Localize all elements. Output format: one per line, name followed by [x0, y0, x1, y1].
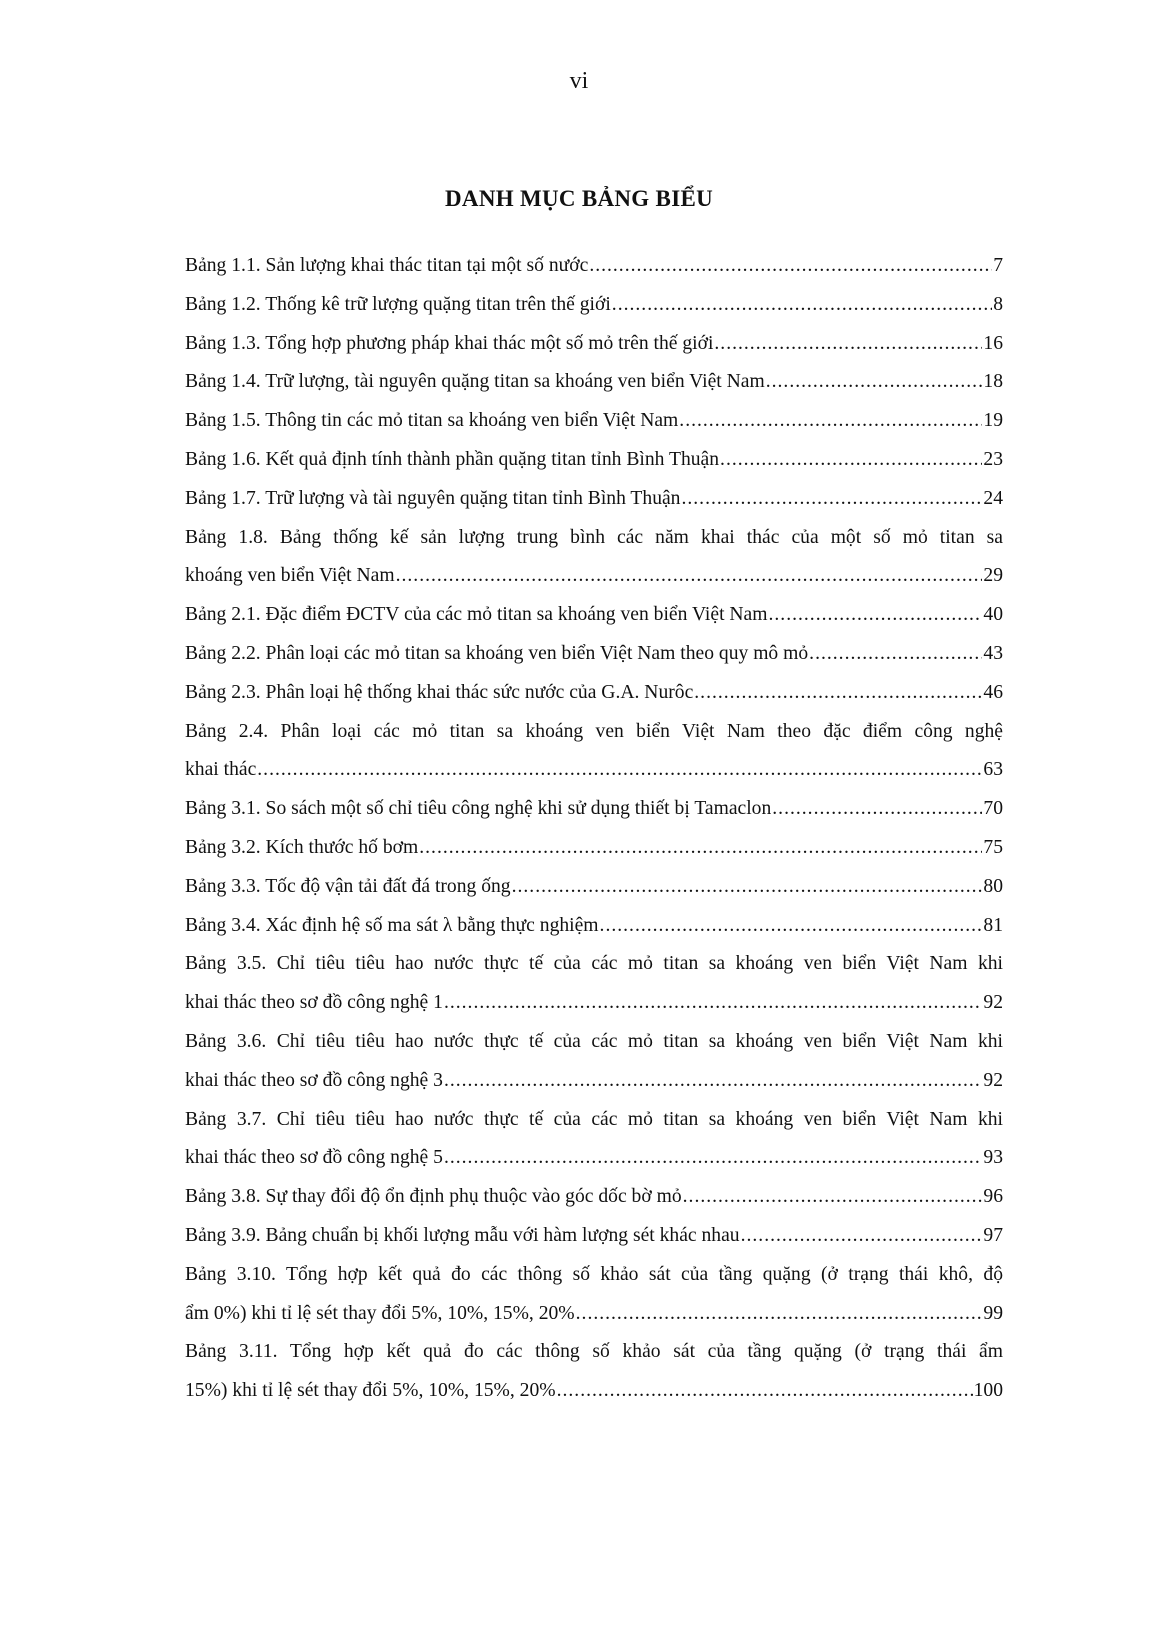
toc-entry[interactable] — [185, 247, 1003, 286]
toc-entry-text: khai thác theo sơ đồ công nghệ 3 — [185, 1069, 443, 1091]
toc-page-number: 99 — [983, 1302, 1003, 1324]
toc-entry[interactable] — [185, 829, 1003, 868]
toc-entry-text: Bảng 2.3. Phân loại hệ thống khai thác sức nước của G.A. Nurôc — [185, 681, 694, 703]
toc-entry-text: Bảng 1.4. Trữ lượng, tài nguyên quặng titan sa khoáng ven biển Việt Nam — [185, 371, 765, 393]
dot-leader — [720, 441, 982, 480]
toc-page-number: 24 — [983, 487, 1003, 509]
toc-entry[interactable] — [185, 907, 1003, 946]
dot-leader — [741, 1217, 983, 1256]
toc-entry-text: Bảng 2.2. Phân loại các mỏ titan sa khoáng ven biển Việt Nam theo quy mô mỏ — [185, 642, 809, 664]
toc-page-number: 92 — [983, 1069, 1003, 1091]
toc-entry-text: Bảng 3.11. Tổng hợp kết quả đo các thông số khảo sát của tầng quặng (ở trạng thái ẩm — [185, 1341, 1003, 1363]
toc-entry-text: 15%) khi tỉ lệ sét thay đổi 5%, 10%, 15%, 20% — [185, 1380, 556, 1402]
dot-leader — [769, 596, 983, 635]
dot-leader — [714, 325, 982, 364]
toc-entry-text: Bảng 3.3. Tốc độ vận tải đất đá trong ống — [185, 875, 511, 897]
toc-entry-text: Bảng 1.1. Sản lượng khai thác titan tại một số nước — [185, 255, 589, 276]
toc-entry-text: Bảng 3.4. Xác định hệ số ma sát λ bằng thực nghiệm — [185, 914, 599, 936]
toc-entry-text: Bảng 3.10. Tổng hợp kết quả đo các thông số khảo sát của tầng quặng (ở trạng thái khô, độ — [185, 1263, 1003, 1285]
dot-leader — [444, 1062, 982, 1101]
toc-entry[interactable] — [185, 713, 1003, 791]
page-number: vi — [569, 68, 589, 94]
dot-leader — [809, 635, 982, 674]
dot-leader — [257, 751, 982, 790]
toc-entry[interactable] — [185, 480, 1003, 519]
toc-page-number: 29 — [983, 565, 1003, 587]
toc-entry-text: ẩm 0%) khi tỉ lệ sét thay đổi 5%, 10%, 15%, 20% — [185, 1302, 575, 1324]
toc-entry-text: Bảng 3.5. Chỉ tiêu tiêu hao nước thực tế của các mỏ titan sa khoáng ven biển Việt Nam khi — [185, 953, 1003, 975]
toc-entry-text: Bảng 1.8. Bảng thống kế sản lượng trung bình các năm khai thác của một số mỏ titan sa — [185, 526, 1003, 548]
toc-page-number: 93 — [983, 1147, 1003, 1169]
toc-entry[interactable] — [185, 441, 1003, 480]
toc-page-number: 92 — [983, 992, 1003, 1014]
toc-entry[interactable] — [185, 868, 1003, 907]
toc-entry-text: Bảng 2.4. Phân loại các mỏ titan sa khoáng ven biển Việt Nam theo đặc điểm công nghệ — [185, 720, 1003, 742]
toc-entry-text: Bảng 1.3. Tổng hợp phương pháp khai thác một số mỏ trên thế giới — [185, 332, 714, 354]
dot-leader — [681, 480, 982, 519]
toc-entry-text: Bảng 3.7. Chỉ tiêu tiêu hao nước thực tế của các mỏ titan sa khoáng ven biển Việt Nam khi — [185, 1108, 1003, 1130]
toc-entry[interactable] — [185, 1256, 1003, 1334]
toc-entry[interactable] — [185, 1023, 1003, 1101]
toc-page-number: 23 — [983, 448, 1003, 470]
toc-entry[interactable] — [185, 402, 1003, 441]
toc-entry-text: Bảng 2.1. Đặc điểm ĐCTV của các mỏ titan sa khoáng ven biển Việt Nam — [185, 604, 768, 626]
dot-leader — [600, 907, 983, 946]
table-of-contents — [185, 247, 1003, 1411]
toc-page-number: 63 — [983, 759, 1003, 781]
toc-entry-text: Bảng 1.2. Thống kê trữ lượng quặng titan trên thế giới — [185, 293, 611, 315]
dot-leader — [557, 1372, 973, 1411]
toc-entry[interactable] — [185, 363, 1003, 402]
toc-entry-text: Bảng 3.6. Chỉ tiêu tiêu hao nước thực tế của các mỏ titan sa khoáng ven biển Việt Nam khi — [185, 1030, 1003, 1052]
toc-entry[interactable] — [185, 519, 1003, 597]
toc-entry[interactable] — [185, 325, 1003, 364]
toc-entry[interactable] — [185, 1178, 1003, 1217]
toc-page-number: 100 — [973, 1380, 1003, 1402]
toc-entry-text: Bảng 3.8. Sự thay đổi độ ổn định phụ thuộc vào góc dốc bờ mỏ — [185, 1186, 682, 1208]
toc-page-number: 75 — [983, 836, 1003, 858]
toc-page-number: 16 — [983, 332, 1003, 354]
toc-page-number: 18 — [983, 371, 1003, 393]
toc-entry[interactable] — [185, 674, 1003, 713]
dot-leader — [683, 1178, 983, 1217]
toc-page-number: 46 — [983, 681, 1003, 703]
toc-entry[interactable] — [185, 635, 1003, 674]
toc-entry[interactable] — [185, 790, 1003, 829]
toc-page-number: 96 — [983, 1186, 1003, 1208]
toc-page-number: 40 — [983, 604, 1003, 626]
dot-leader — [576, 1295, 983, 1334]
toc-entry-text: Bảng 3.1. So sách một số chỉ tiêu công nghệ khi sử dụng thiết bị Tamaclon — [185, 798, 772, 820]
toc-entry-text: Bảng 1.6. Kết quả định tính thành phần quặng titan tỉnh Bình Thuận — [185, 448, 720, 470]
toc-page-number: 19 — [983, 410, 1003, 432]
dot-leader — [772, 790, 982, 829]
dot-leader — [419, 829, 982, 868]
toc-entry-text: Bảng 1.5. Thông tin các mỏ titan sa khoáng ven biển Việt Nam — [185, 410, 679, 432]
toc-entry-text: Bảng 3.9. Bảng chuẩn bị khối lượng mẫu với hàm lượng sét khác nhau — [185, 1224, 740, 1246]
toc-page-number: 43 — [983, 642, 1003, 664]
dot-leader — [679, 402, 982, 441]
page-title: DANH MỤC BẢNG BIỂU — [445, 186, 713, 211]
dot-leader — [766, 363, 983, 402]
dot-leader — [612, 286, 992, 325]
toc-entry[interactable] — [185, 1101, 1003, 1179]
toc-page-number: 7 — [993, 255, 1003, 276]
toc-entry[interactable] — [185, 286, 1003, 325]
dot-leader — [694, 674, 982, 713]
toc-page-number: 81 — [983, 914, 1003, 936]
dot-leader — [589, 247, 992, 286]
dot-leader — [396, 557, 983, 596]
toc-entry[interactable] — [185, 1333, 1003, 1411]
toc-page-number: 70 — [983, 798, 1003, 820]
toc-entry[interactable] — [185, 1217, 1003, 1256]
toc-entry-text: khoáng ven biển Việt Nam — [185, 565, 395, 587]
toc-entry-text: khai thác theo sơ đồ công nghệ 5 — [185, 1147, 443, 1169]
toc-entry-text: Bảng 1.7. Trữ lượng và tài nguyên quặng titan tỉnh Bình Thuận — [185, 487, 681, 509]
dot-leader — [444, 1139, 982, 1178]
toc-page-number: 8 — [993, 293, 1003, 315]
toc-entry-text: Bảng 3.2. Kích thước hố bơm — [185, 836, 419, 858]
toc-page-number: 80 — [983, 875, 1003, 897]
toc-entry[interactable] — [185, 596, 1003, 635]
toc-page-number: 97 — [983, 1224, 1003, 1246]
toc-entry-text: khai thác — [185, 759, 257, 781]
toc-entry[interactable] — [185, 945, 1003, 1023]
dot-leader — [512, 868, 983, 907]
dot-leader — [444, 984, 982, 1023]
toc-entry-text: khai thác theo sơ đồ công nghệ 1 — [185, 992, 443, 1014]
